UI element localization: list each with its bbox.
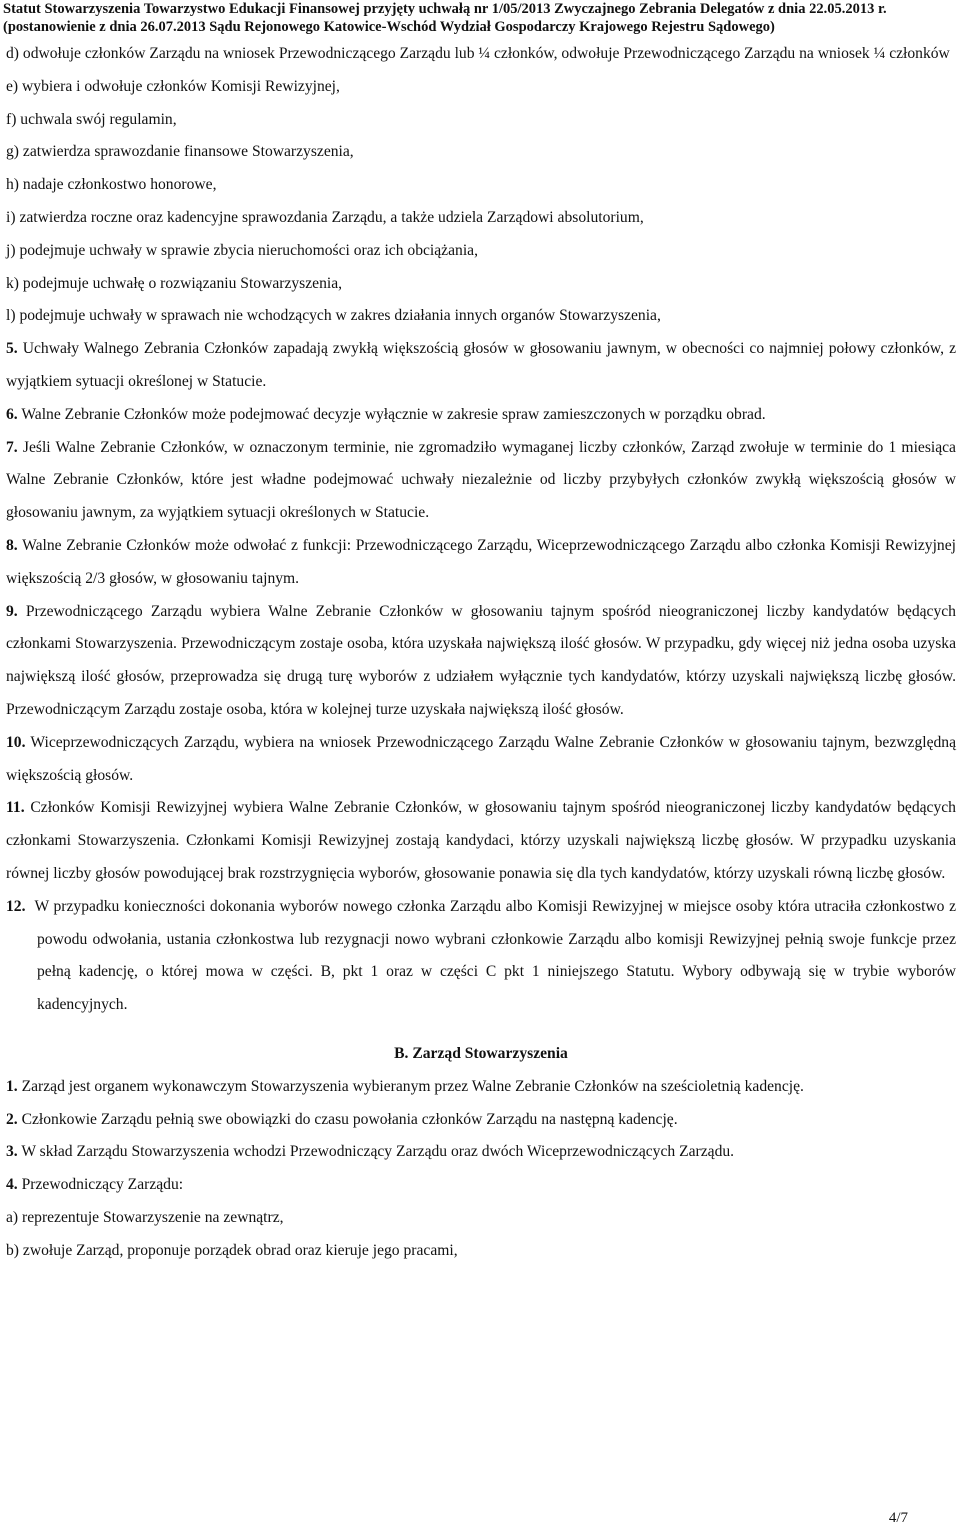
list-item-j: j) podejmuje uchwały w sprawie zbycia nieruchomości oraz ich obciążania,	[6, 241, 478, 259]
section-b-list-item-a: a) reprezentuje Stowarzyszenie na zewnątrz,	[6, 1208, 284, 1226]
paragraph-12: 12. W przypadku konieczności dokonania wyborów nowego członka Zarządu albo Komisji Rewizyjnej w miejsce osoby która utraciła członkostwo z powodu odwołania, ustania członkostwa lub rezygnacji nowo wybrani członkowie Zarządu albo komisji Rewizyjnej pełnią swoje funkcje przez pełną kadencję, o której mowa w części. B, pkt 1 oraz w części C pkt 1 niniejszego Statutu. Wybory odbywają się w trybie wyborów kadencyjnych.	[6, 897, 956, 1014]
header-line-1: Statut Stowarzyszenia Towarzystwo Edukacji Finansowej przyjęty uchwałą nr 1/05/2013 Zwyczajnego Zebrania Delegatów z dnia 22.05.2013 r.	[3, 1, 887, 17]
header-line-2: (postanowienie z dnia 26.07.2013 Sądu Rejonowego Katowice-Wschód Wydział Gospodarczy Krajowego Rejestru Sądowego)	[3, 19, 775, 35]
list-item-d: d) odwołuje członków Zarządu na wniosek Przewodniczącego Zarządu lub ¼ członków, odwołuje Przewodniczącego Zarządu na wniosek ¼ członków	[6, 45, 950, 62]
section-b-paragraph-4: 4. Przewodniczący Zarządu:	[6, 1176, 184, 1194]
paragraph-5: 5. Uchwały Walnego Zebrania Członków zapadają zwykłą większością głosów w głosowaniu jawnym, w obecności co najmniej połowy członków, z wyjątkiem sytuacji określonej w Statucie.	[6, 340, 956, 390]
section-b-paragraph-3: 3. W skład Zarządu Stowarzyszenia wchodzi Przewodniczący Zarządu oraz dwóch Wiceprzewodniczących Zarządu.	[6, 1143, 735, 1161]
paragraph-6: 6. Walne Zebranie Członków może podejmować decyzje wyłącznie w zakresie spraw zamieszczonych w porządku obrad.	[6, 405, 766, 423]
paragraph-9: 9. Przewodniczącego Zarządu wybiera Walne Zebranie Członków w głosowaniu tajnym spośród nieograniczonej liczby kandydatów będących członkami Stowarzyszenia. Przewodniczącym zostaje osoba, która uzyskała największą ilość głosów. W przypadku, gdy więcej niż jedna osoba uzyska największą ilość głosów, przeprowadza się drugą turę wyborów z udziałem wyłącznie tych kandydatów, którzy uzyskali największą liczbę głosów. Przewodniczącym Zarządu zostaje osoba, która w kolejnej turze uzyskała największą ilość głosów.	[6, 602, 956, 718]
page-number: 4/7	[888, 1510, 908, 1526]
list-item-k: k) podejmuje uchwałę o rozwiązaniu Stowarzyszenia,	[6, 274, 343, 292]
list-item-i: i) zatwierdza roczne oraz kadencyjne sprawozdania Zarządu, a także udziela Zarządowi absolutorium,	[6, 208, 644, 226]
document-header	[3, 0, 960, 36]
list-item-l: l) podejmuje uchwały w sprawach nie wchodzących w zakres działania innych organów Stowarzyszenia,	[6, 307, 661, 325]
document-body	[6, 38, 956, 1267]
paragraph-8: 8. Walne Zebranie Członków może odwołać z funkcji: Przewodniczącego Zarządu, Wiceprzewodniczącego Zarządu albo członka Komisji Rewizyjnej większością 2/3 głosów, w głosowaniu tajnym.	[6, 536, 956, 587]
section-title-b: B. Zarząd Stowarzyszenia	[394, 1044, 568, 1062]
list-item-e: e) wybiera i odwołuje członków Komisji Rewizyjnej,	[6, 77, 340, 95]
section-b-list-item-b: b) zwołuje Zarząd, proponuje porządek obrad oraz kieruje jego pracami,	[6, 1241, 458, 1259]
section-b-paragraph-1: 1. Zarząd jest organem wykonawczym Stowarzyszenia wybieranym przez Walne Zebranie Członków na sześcioletnią kadencję.	[6, 1077, 804, 1095]
paragraph-7: 7. Jeśli Walne Zebranie Członków, w oznaczonym terminie, nie zgromadziło wymaganej liczby członków, Zarząd zwołuje w terminie do 1 miesiąca Walne Zebranie Członków, które jest władne podejmować uchwały niezależnie od liczby przybyłych członków zwykłą większością głosów w głosowaniu jawnym, za wyjątkiem sytuacji określonych w Statucie.	[6, 438, 956, 522]
list-item-f: f) uchwala swój regulamin,	[6, 110, 177, 128]
paragraph-10: 10. Wiceprzewodniczących Zarządu, wybiera na wniosek Przewodniczącego Zarządu Walne Zebranie Członków w głosowaniu tajnym, bezwzględną większością głosów.	[6, 733, 957, 784]
list-item-g: g) zatwierdza sprawozdanie finansowe Stowarzyszenia,	[6, 143, 354, 161]
list-item-h: h) nadaje członkostwo honorowe,	[6, 176, 217, 194]
paragraph-11: 11. Członków Komisji Rewizyjnej wybiera Walne Zebranie Członków, w głosowaniu tajnym spośród nieograniczonej liczby kandydatów będących członkami Stowarzyszenia. Członkami Komisji Rewizyjnej zostają kandydaci, którzy uzyskali największą liczbę głosów. W przypadku uzyskania równej liczby głosów powodującej brak rozstrzygnięcia wyborów, głosowanie ponawia się dla tych kandydatów, którzy uzyskali równą liczbę głosów.	[6, 799, 956, 882]
section-b-paragraph-2: 2. Członkowie Zarządu pełnią swe obowiązki do czasu powołania członków Zarządu na następną kadencję.	[6, 1110, 678, 1128]
